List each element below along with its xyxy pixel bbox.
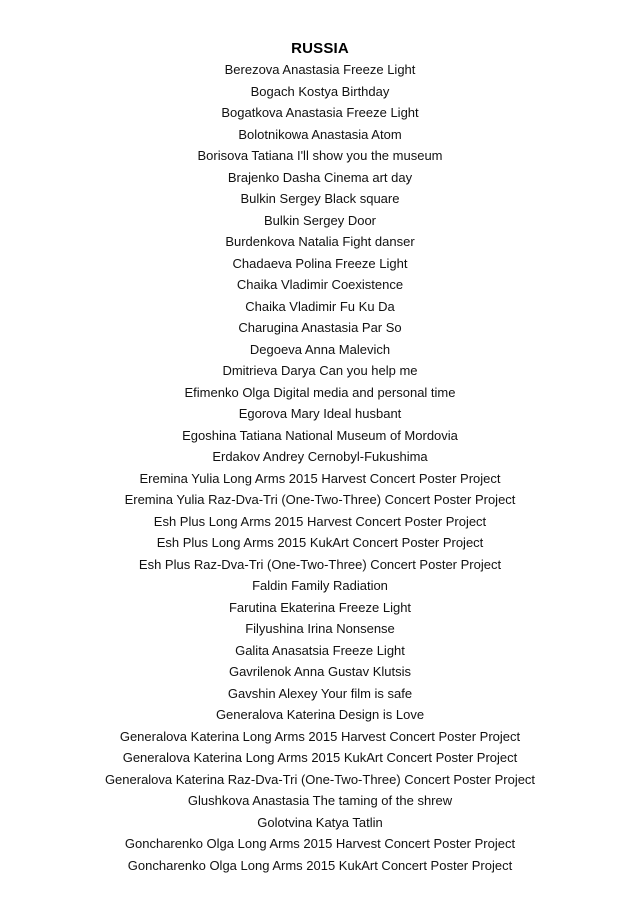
list-item: Bolotnikowa Anastasia Atom [238,126,402,142]
list-item: Goncharenko Olga Long Arms 2015 KukArt Concert Poster Project [127,857,513,873]
list-item: Berezova Anastasia Freeze Light [224,62,416,77]
list-item: Generalova Katerina Raz-Dva-Tri (One-Two-Three) Concert Poster Project [104,771,536,787]
list-item: Borisova Tatiana I'll show you the museum [197,148,443,163]
list-item: Goncharenko Olga Long Arms 2015 Harvest Concert Poster Project [124,836,516,851]
list-item: Generalova Katerina Long Arms 2015 KukArt Concert Poster Project [122,750,518,765]
list-item: Charugina Anastasia Par So [238,320,402,335]
list-item: Glushkova Anastasia The taming of the shrew [187,793,453,808]
list-item: Generalova Katerina Long Arms 2015 Harvest Concert Poster Project [119,728,521,744]
list-item: Galita Anasatsia Freeze Light [235,642,405,658]
list-item: Gavshin Alexey Your film is safe [227,685,413,701]
list-item: Gavrilenok Anna Gustav Klutsis [228,664,412,679]
list-item: Faldin Family Radiation [252,578,388,593]
list-item: Degoeva Anna Malevich [249,341,391,357]
list-item: Egorova Mary Ideal husbant [238,406,402,421]
list-item: Efimenko Olga Digital media and personal time [184,384,456,400]
list-item: Bogatkova Anastasia Freeze Light [221,105,419,120]
list-item: Bogach Kostya Birthday [250,83,390,99]
list-item: Burdenkova Natalia Fight danser [225,234,415,249]
list-item: Erdakov Andrey Cernobyl-Fukushima [212,449,428,464]
entry-list [0,59,640,876]
list-item: Chaika Vladimir Fu Ku Da [245,298,395,314]
list-item: Generalova Katerina Design is Love [215,707,425,722]
list-item: Esh Plus Raz-Dva-Tri (One-Two-Three) Concert Poster Project [138,556,502,572]
list-item: Farutina Ekaterina Freeze Light [228,599,412,615]
list-item: Eremina Yulia Raz-Dva-Tri (One-Two-Three) Concert Poster Project [124,492,516,507]
list-item: Chaika Vladimir Coexistence [236,277,404,292]
list-item: Golotvina Katya Tatlin [257,814,383,830]
list-item: Esh Plus Long Arms 2015 KukArt Concert Poster Project [156,535,484,550]
list-item: Bulkin Sergey Door [264,212,376,228]
list-item: Dmitrieva Darya Can you help me [222,363,418,378]
list-item: Egoshina Tatiana National Museum of Mordovia [182,427,458,443]
list-item: Filyushina Irina Nonsense [245,621,395,636]
list-item: Bulkin Sergey Black square [240,191,400,206]
list-item: Eremina Yulia Long Arms 2015 Harvest Concert Poster Project [139,470,501,486]
list-item: Esh Plus Long Arms 2015 Harvest Concert Poster Project [153,513,487,529]
list-item: Chadaeva Polina Freeze Light [232,255,408,271]
country-heading: RUSSIA [291,40,349,57]
list-item: Brajenko Dasha Cinema art day [227,169,413,185]
